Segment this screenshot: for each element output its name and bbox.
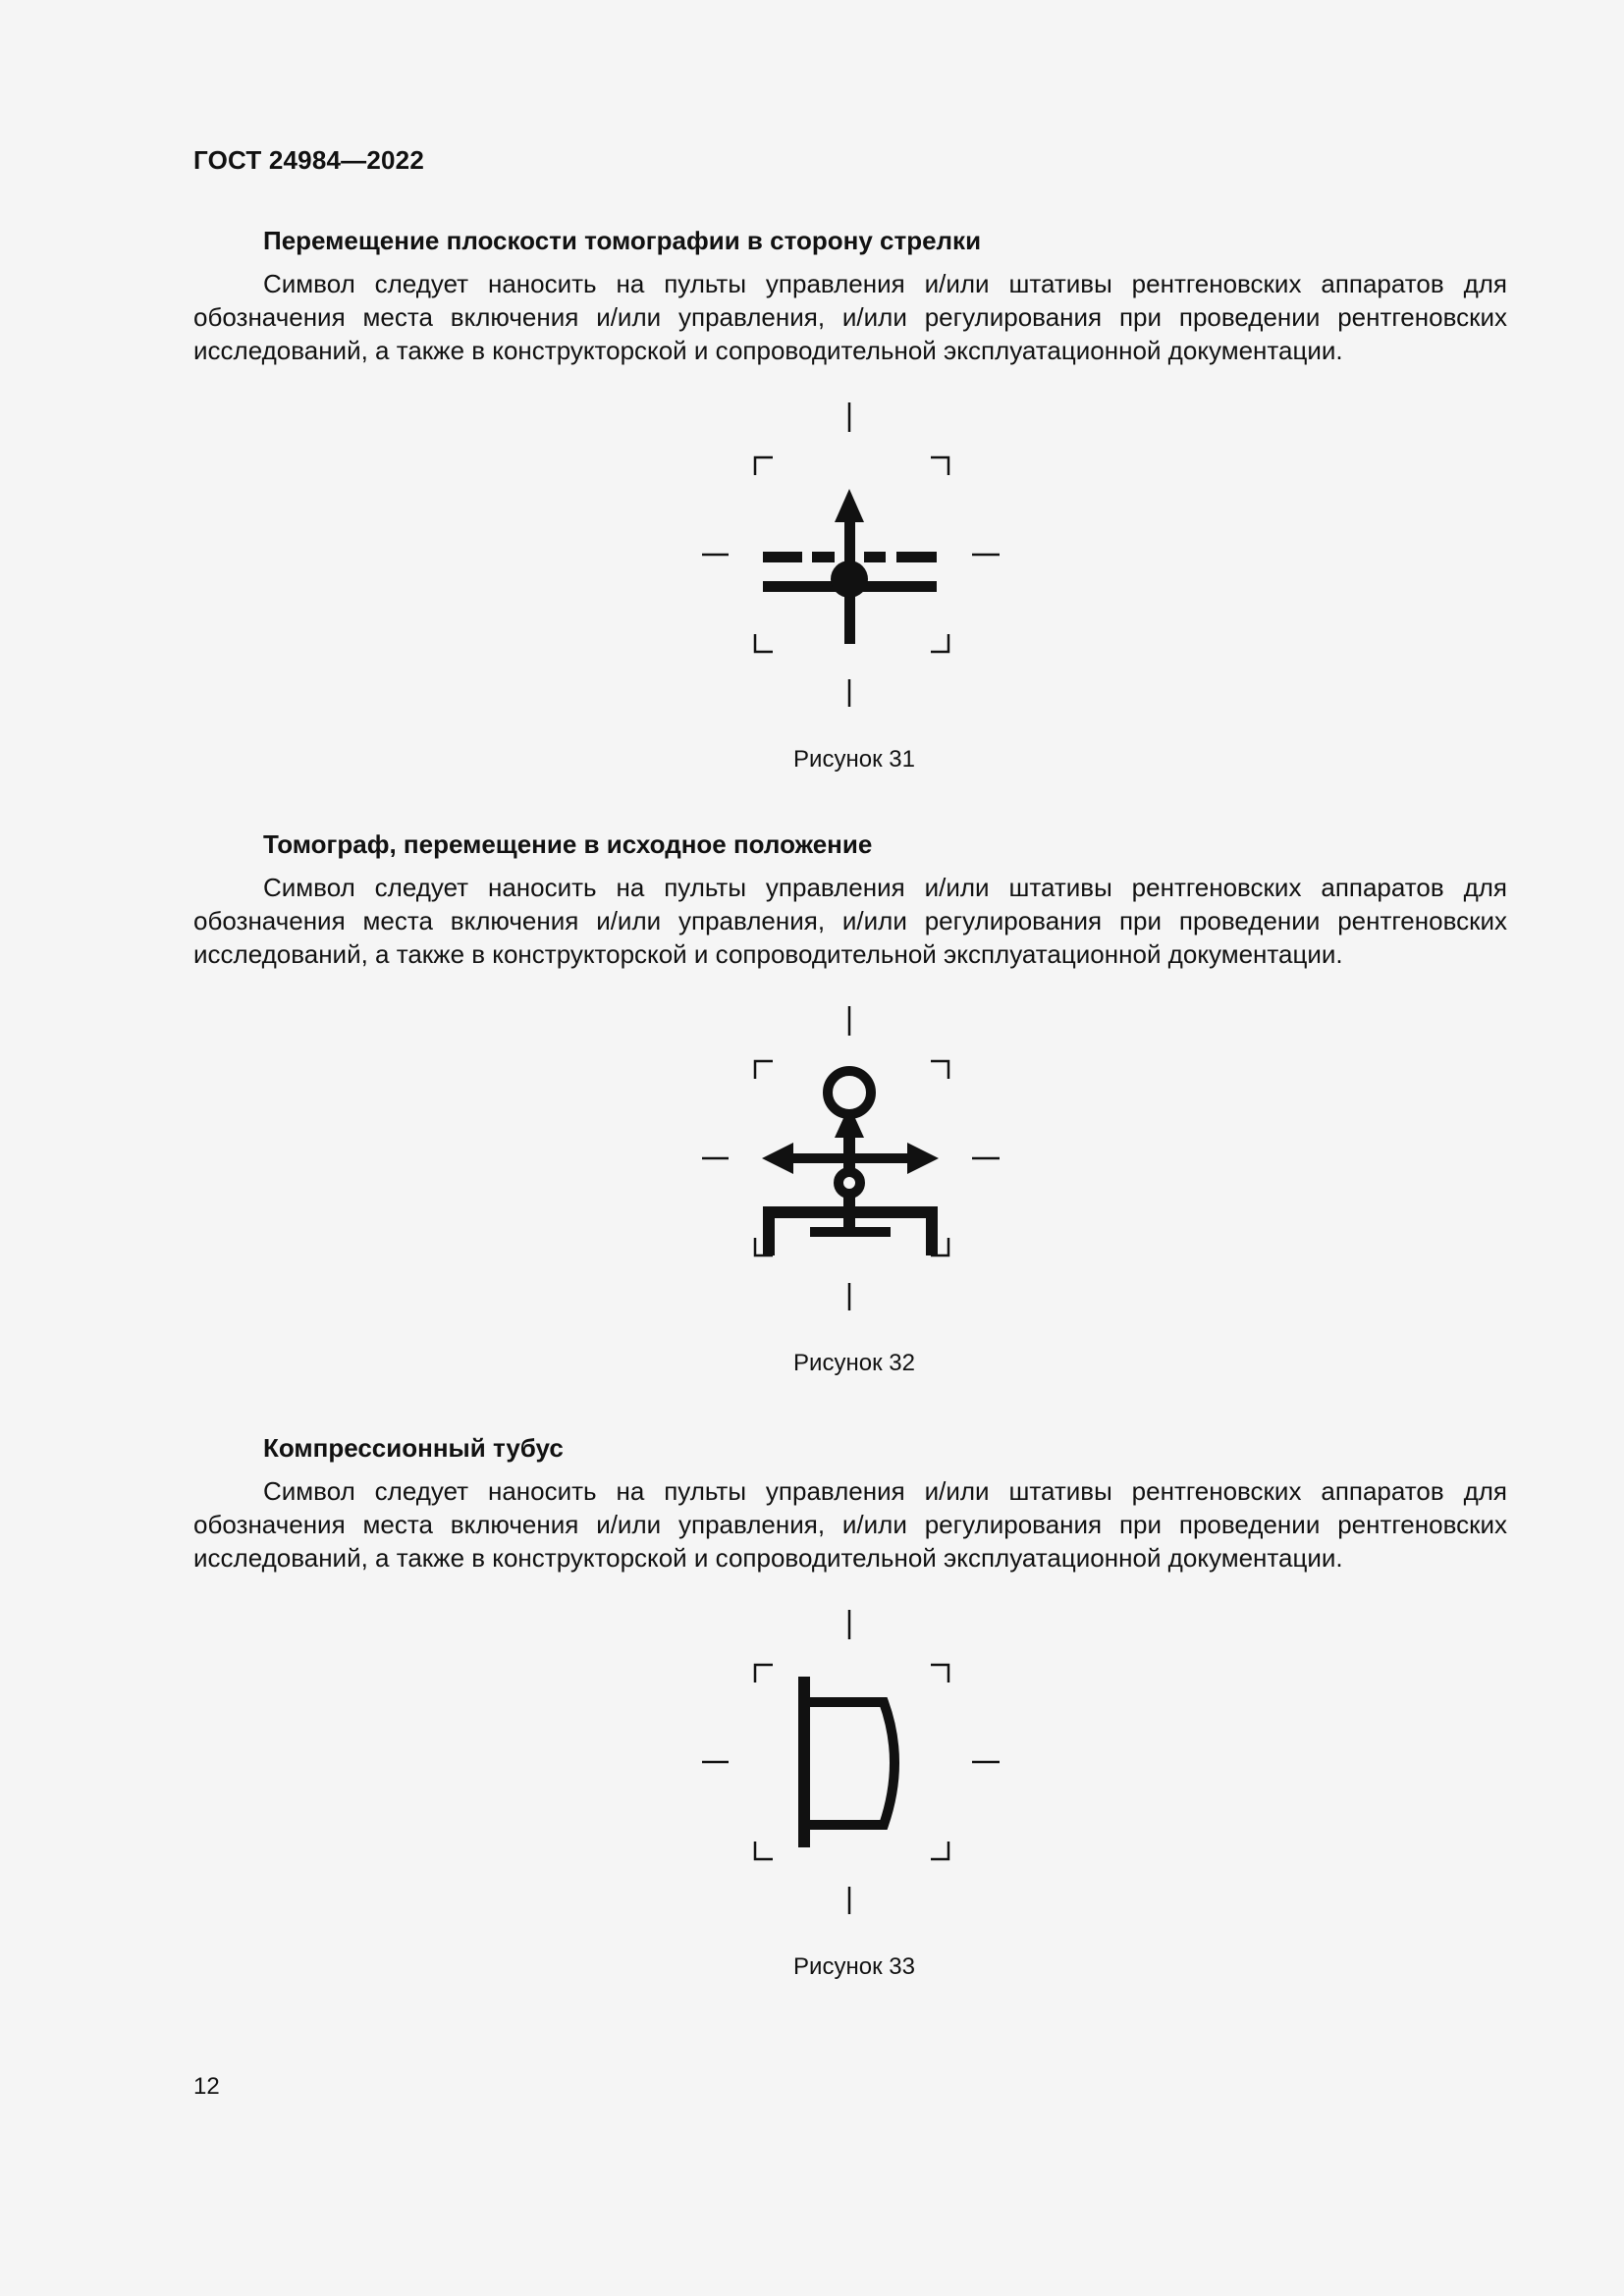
section-paragraph: Символ следует наносить на пульты управления и/или штативы рентгеновских аппаратов для обозначения места включения и/или управления, и/или регулирования при проведении рентгеновских исследований, а также в конструкторской и сопроводительной эксплуатационной документации. bbox=[193, 873, 1507, 969]
section-title: Перемещение плоскости томографии в сторону стрелки bbox=[263, 226, 982, 255]
page-number: 12 bbox=[193, 2073, 220, 2100]
tomography-plane-move-arrow-icon bbox=[687, 402, 1021, 707]
figure-caption: Рисунок 33 bbox=[793, 1953, 915, 1980]
document-header: ГОСТ 24984—2022 bbox=[193, 145, 424, 175]
figure-caption: Рисунок 32 bbox=[793, 1350, 915, 1376]
figure-33 bbox=[687, 1610, 1021, 1914]
compression-tube-icon bbox=[687, 1610, 1021, 1914]
tomograph-return-home-icon bbox=[687, 1006, 1021, 1310]
section-paragraph: Символ следует наносить на пульты управления и/или штативы рентгеновских аппаратов для обозначения места включения и/или управления, и/или регулирования при проведении рентгеновских исследований, а также в конструкторской и сопроводительной эксплуатационной документации. bbox=[193, 1476, 1507, 1573]
figure-32 bbox=[687, 1006, 1021, 1310]
figure-caption: Рисунок 31 bbox=[793, 746, 915, 773]
section-paragraph: Символ следует наносить на пульты управления и/или штативы рентгеновских аппаратов для обозначения места включения и/или управления, и/или регулирования при проведении рентгеновских исследований, а также в конструкторской и сопроводительной эксплуатационной документации. bbox=[193, 269, 1507, 365]
section-title: Компрессионный тубус bbox=[263, 1433, 564, 1463]
figure-31 bbox=[687, 402, 1021, 707]
section-title: Томограф, перемещение в исходное положение bbox=[263, 829, 873, 859]
